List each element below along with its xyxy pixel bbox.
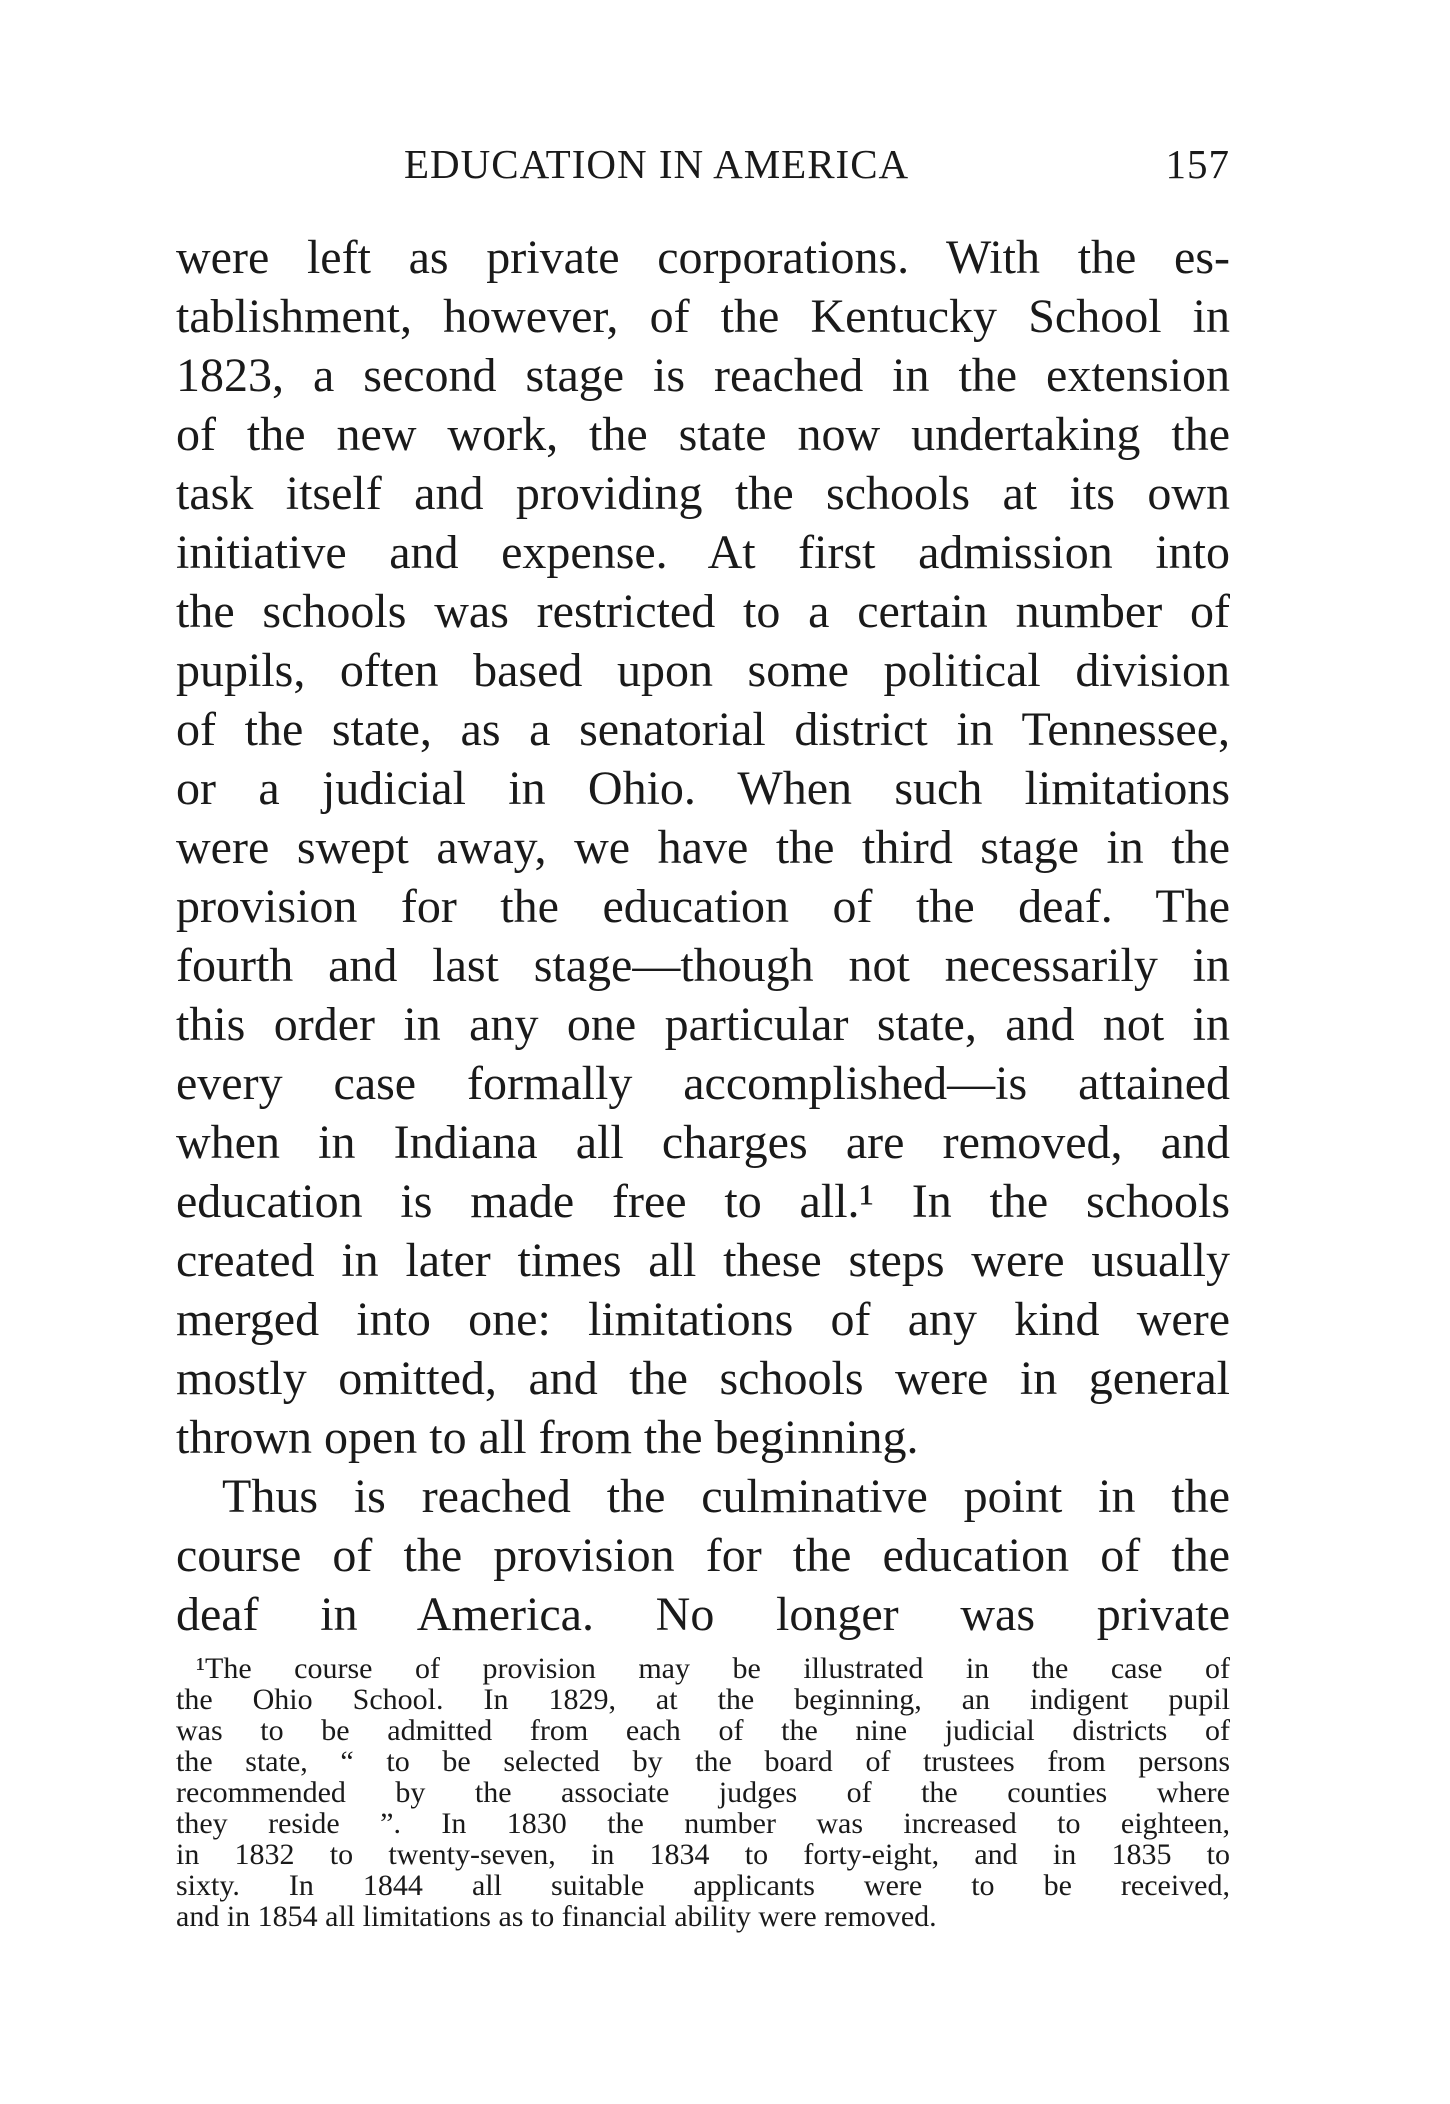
body-text [176, 228, 1230, 1644]
text-line: when in Indiana all charges are removed, and [176, 1116, 1230, 1169]
text-line: tablishment, however, of the Kentucky School in [176, 290, 1230, 343]
footnote [176, 1653, 1230, 1932]
running-title: EDUCATION IN AMERICA [404, 141, 910, 187]
text-line: this order in any one particular state, and not in [176, 998, 1230, 1051]
footnote-line: sixty. In 1844 all suitable applicants were to be received, [176, 1869, 1230, 1902]
text-line: were swept away, we have the third stage in the [176, 821, 1230, 874]
text-line: of the state, as a senatorial district in Tennessee, [176, 703, 1230, 756]
paragraph-end-line: thrown open to all from the beginning. [176, 1411, 919, 1464]
text-line: mostly omitted, and the schools were in general [176, 1352, 1230, 1405]
running-head [176, 140, 1230, 196]
text-line: merged into one: limitations of any kind were [176, 1293, 1230, 1346]
footnote-line: in 1832 to twenty-seven, in 1834 to forty-eight, and in 1835 to [176, 1838, 1230, 1871]
text-line: provision for the education of the deaf. The [176, 880, 1230, 933]
text-line: course of the provision for the education of the [176, 1529, 1230, 1582]
footnote-line: they reside ”. In 1830 the number was increased to eighteen, [176, 1807, 1230, 1840]
text-line: of the new work, the state now undertaking the [176, 408, 1230, 461]
text-line: 1823, a second stage is reached in the extension [176, 349, 1230, 402]
text-line: were left as private corporations. With the es- [176, 231, 1230, 284]
footnote-line: recommended by the associate judges of the counties where [176, 1776, 1230, 1809]
footnote-line: was to be admitted from each of the nine judicial districts of [176, 1714, 1230, 1747]
page-number: 157 [1165, 141, 1230, 187]
text-line: the schools was restricted to a certain number of [176, 585, 1230, 638]
paragraph-start-line: Thus is reached the culminative point in the [222, 1470, 1230, 1523]
text-line: pupils, often based upon some political division [176, 644, 1230, 697]
text-line: every case formally accomplished—is attained [176, 1057, 1230, 1110]
text-line: created in later times all these steps were usually [176, 1234, 1230, 1287]
text-line: fourth and last stage—though not necessarily in [176, 939, 1230, 992]
footnote-line: the Ohio School. In 1829, at the beginning, an indigent pupil [176, 1683, 1230, 1716]
text-line: deaf in America. No longer was private [176, 1588, 1230, 1641]
text-line: or a judicial in Ohio. When such limitations [176, 762, 1230, 815]
text-line: task itself and providing the schools at its own [176, 467, 1230, 520]
footnote-line: the state, “ to be selected by the board of trustees from persons [176, 1745, 1230, 1778]
footnote-line: ¹The course of provision may be illustrated in the case of [196, 1652, 1230, 1685]
text-line: initiative and expense. At first admission into [176, 526, 1230, 579]
footnote-line: and in 1854 all limitations as to financial ability were removed. [176, 1900, 937, 1933]
footnote-reference-line: education is made free to all.¹ In the schools [176, 1175, 1230, 1228]
